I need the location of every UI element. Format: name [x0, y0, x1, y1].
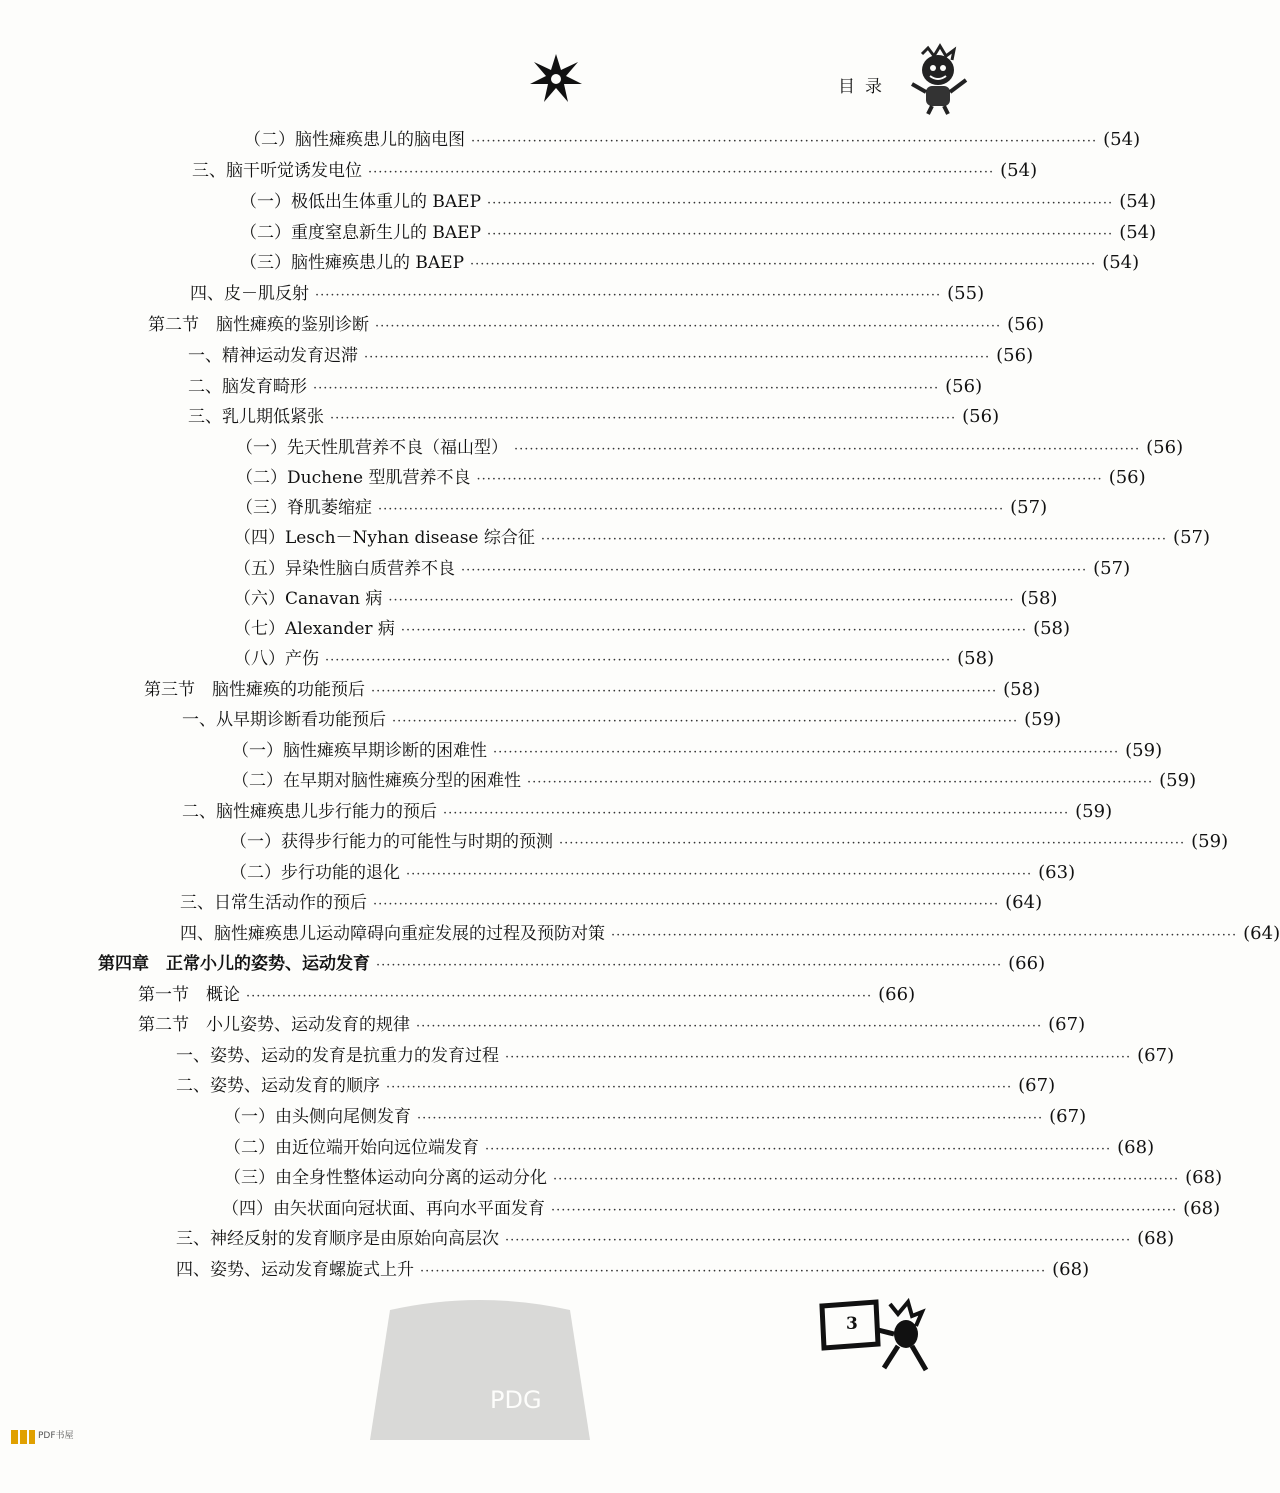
toc-entry[interactable] [224, 1136, 1155, 1160]
toc-entry[interactable] [224, 1105, 1087, 1129]
dot-leader: ·························································································································· [416, 1019, 1043, 1034]
toc-entry-title: 三、脑干听觉诱发电位 [192, 161, 362, 181]
toc-entry-page: (68) [1185, 1167, 1223, 1188]
toc-entry[interactable] [176, 1227, 1175, 1251]
toc-entry-page: (68) [1117, 1137, 1155, 1158]
dot-leader: ·························································································································· [392, 714, 1019, 729]
toc-entry[interactable] [182, 708, 1062, 732]
toc-entry-title: 第四章 正常小儿的姿势、运动发育 [98, 954, 370, 974]
toc-entry-title: 第一节 概论 [138, 985, 240, 1005]
header-label: 目录 [838, 77, 892, 97]
toc-entry-page: (54) [1102, 252, 1140, 273]
toc-entry-title: 三、神经反射的发育顺序是由原始向高层次 [176, 1229, 499, 1249]
toc-entry-page: (64) [1005, 892, 1043, 913]
book-logo-icon [10, 1428, 36, 1446]
toc-entry-title: （一）先天性肌营养不良（福山型） [236, 438, 508, 458]
toc-entry-page: (56) [1146, 437, 1184, 458]
toc-entry[interactable] [230, 861, 1076, 885]
toc-entry-title: （八）产伤 [234, 649, 319, 669]
dot-leader: ·························································································································· [325, 653, 952, 668]
toc-entry[interactable] [188, 344, 1034, 368]
toc-entry-section[interactable] [144, 678, 1041, 702]
dot-leader: ·························································································································· [476, 472, 1103, 487]
toc-entry[interactable] [236, 466, 1146, 490]
toc-entry[interactable] [234, 587, 1058, 611]
toc-entry-title: （二）步行功能的退化 [230, 863, 400, 883]
toc-entry-title: （二）由近位端开始向远位端发育 [224, 1138, 479, 1158]
toc-entry[interactable] [180, 922, 1280, 946]
dot-leader: ·························································································································· [527, 775, 1154, 790]
toc-entry-title: （一）由头侧向尾侧发育 [224, 1107, 411, 1127]
dot-leader: ·························································································································· [375, 319, 1002, 334]
toc-entry-section[interactable] [148, 313, 1045, 337]
toc-entry-page: (56) [945, 376, 983, 397]
watermark-text: PDG [490, 1386, 542, 1414]
dot-leader: ·························································································································· [611, 928, 1238, 943]
toc-entry-title: （三）由全身性整体运动向分离的运动分化 [224, 1168, 547, 1188]
dot-leader: ·························································································································· [386, 1080, 1013, 1095]
dot-leader: ·························································································································· [443, 806, 1070, 821]
toc-entry-page: (67) [1018, 1075, 1056, 1096]
toc-entry[interactable] [232, 769, 1197, 793]
toc-entry-page: (59) [1024, 709, 1062, 730]
dot-leader: ·························································································································· [376, 958, 1003, 973]
toc-entry-title: （三）脊肌萎缩症 [236, 498, 372, 518]
dot-leader: ·························································································································· [461, 563, 1088, 578]
toc-entry[interactable] [180, 891, 1043, 915]
toc-entry-page: (63) [1038, 862, 1076, 883]
toc-entry-page: (59) [1159, 770, 1197, 791]
toc-entry[interactable] [188, 405, 1000, 429]
dot-leader: ·························································································································· [388, 593, 1015, 608]
toc-entry-title: 二、姿势、运动发育的顺序 [176, 1076, 380, 1096]
toc-entry-page: (56) [962, 406, 1000, 427]
toc-entry-page: (56) [996, 345, 1034, 366]
toc-entry-page: (68) [1137, 1228, 1175, 1249]
toc-entry-chapter[interactable] [98, 952, 1046, 976]
toc-entry-title: （一）获得步行能力的可能性与时期的预测 [230, 832, 553, 852]
toc-entry-title: 四、脑性瘫痪患儿运动障碍向重症发展的过程及预防对策 [180, 924, 605, 944]
dot-leader: ·························································································································· [514, 442, 1141, 457]
toc-entry-page: (59) [1075, 801, 1113, 822]
star-burst-icon [528, 50, 584, 106]
toc-entry-page: (58) [957, 648, 995, 669]
toc-entry-title: （二）重度窒息新生儿的 BAEP [240, 223, 482, 243]
dot-leader: ·························································································································· [471, 134, 1098, 149]
toc-entry-page: (59) [1191, 831, 1229, 852]
toc-entry[interactable] [230, 830, 1229, 854]
toc-entry-title: （一）脑性瘫痪早期诊断的困难性 [232, 741, 487, 761]
toc-entry[interactable] [244, 128, 1141, 152]
mascot-icon [908, 44, 972, 114]
toc-entry-title: （五）异染性脑白质营养不良 [234, 559, 455, 579]
toc-entry[interactable] [176, 1044, 1175, 1068]
toc-entry-page: (67) [1048, 1014, 1086, 1035]
toc-entry[interactable] [190, 282, 985, 306]
toc-entry-title: 三、日常生活动作的预后 [180, 893, 367, 913]
dot-leader: ·························································································································· [559, 836, 1186, 851]
toc-entry[interactable] [176, 1258, 1090, 1282]
dot-leader: ·························································································································· [364, 350, 991, 365]
toc-entry[interactable] [240, 190, 1157, 214]
toc-entry-page: (67) [1049, 1106, 1087, 1127]
toc-entry-section[interactable] [138, 983, 916, 1007]
toc-entry-title: （六）Canavan 病 [234, 589, 383, 609]
toc-entry-title: 二、脑发育畸形 [188, 377, 307, 397]
dot-leader: ·························································································································· [487, 227, 1114, 242]
toc-entry-page: (57) [1093, 558, 1131, 579]
toc-entry[interactable] [188, 375, 983, 399]
dot-leader: ·························································································································· [330, 411, 957, 426]
toc-entry[interactable] [192, 159, 1038, 183]
dot-leader: ·························································································································· [313, 381, 940, 396]
toc-entry-page: (57) [1173, 527, 1210, 548]
dot-leader: ·························································································································· [505, 1233, 1132, 1248]
toc-entry[interactable] [232, 739, 1163, 763]
dot-leader: ·························································································································· [551, 1203, 1178, 1218]
dot-leader: ·························································································································· [485, 1142, 1112, 1157]
toc-entry-title: （二）在早期对脑性瘫痪分型的困难性 [232, 771, 521, 791]
toc-entry[interactable] [236, 496, 1048, 520]
toc-entry[interactable] [176, 1074, 1056, 1098]
toc-entry-title: 第二节 脑性瘫痪的鉴别诊断 [148, 315, 369, 335]
toc-entry[interactable] [234, 647, 995, 671]
dot-leader: ·························································································································· [420, 1264, 1047, 1279]
toc-entry-page: (66) [1008, 953, 1046, 974]
toc-entry[interactable] [182, 800, 1113, 824]
toc-entry-page: (54) [1103, 129, 1141, 150]
toc-entry-title: 四、皮－肌反射 [190, 284, 309, 304]
dot-leader: ·························································································································· [553, 1172, 1180, 1187]
toc-entry[interactable] [234, 557, 1131, 581]
toc-entry-title: 二、脑性瘫痪患儿步行能力的预后 [182, 802, 437, 822]
toc-entry[interactable] [234, 526, 1210, 550]
toc-entry-page: (64) [1243, 923, 1280, 944]
toc-entry-title: （一）极低出生体重儿的 BAEP [240, 192, 482, 212]
toc-entry-page: (56) [1108, 467, 1146, 488]
page-number: 3 [846, 1314, 858, 1334]
dot-leader: ·························································································································· [470, 257, 1097, 272]
page-badge-icon [818, 1300, 938, 1380]
dot-leader: ·························································································································· [373, 897, 1000, 912]
toc-entry-title: （二）Duchene 型肌营养不良 [236, 468, 471, 488]
toc-entry-page: (58) [1003, 679, 1041, 700]
toc-entry-page: (54) [1000, 160, 1038, 181]
toc-entry-title: （二）脑性瘫痪患儿的脑电图 [244, 130, 465, 150]
dot-leader: ·························································································································· [406, 867, 1033, 882]
dot-leader: ·························································································································· [540, 532, 1168, 547]
dot-leader: ·························································································································· [493, 745, 1120, 760]
toc-entry-title: 三、乳儿期低紧张 [188, 407, 324, 427]
dot-leader: ·························································································································· [315, 288, 942, 303]
toc-entry-page: (58) [1033, 618, 1071, 639]
toc-entry-page: (58) [1020, 588, 1058, 609]
toc-entry-title: 第三节 脑性瘫痪的功能预后 [144, 680, 365, 700]
toc-entry-title: 一、姿势、运动的发育是抗重力的发育过程 [176, 1046, 499, 1066]
toc-entry-page: (54) [1119, 222, 1157, 243]
toc-entry-page: (59) [1125, 740, 1163, 761]
dot-leader: ·························································································································· [246, 989, 873, 1004]
toc-entry-page: (67) [1137, 1045, 1175, 1066]
dot-leader: ·························································································································· [505, 1050, 1132, 1065]
toc-entry[interactable] [234, 617, 1071, 641]
toc-entry-page: (68) [1183, 1198, 1221, 1219]
toc-entry-page: (55) [947, 283, 985, 304]
toc-entry-title: （三）脑性瘫痪患儿的 BAEP [240, 253, 465, 273]
toc-entry[interactable] [240, 251, 1140, 275]
toc-entry[interactable] [222, 1197, 1221, 1221]
dot-leader: ·························································································································· [378, 502, 1005, 517]
toc-entry[interactable] [224, 1166, 1223, 1190]
toc-entry-title: 一、从早期诊断看功能预后 [182, 710, 386, 730]
dot-leader: ·························································································································· [417, 1111, 1044, 1126]
toc-entry-title: （七）Alexander 病 [234, 619, 395, 639]
dot-leader: ·························································································································· [400, 623, 1028, 638]
toc-entry-section[interactable] [138, 1013, 1086, 1037]
toc-entry-page: (56) [1007, 314, 1045, 335]
dot-leader: ·························································································································· [371, 684, 998, 699]
watermark-seal [360, 1290, 600, 1450]
logo-text: PDF书屋 [38, 1431, 74, 1441]
toc-entry-title: （四）由矢状面向冠状面、再向水平面发育 [222, 1199, 545, 1219]
toc-entry-title: （四）Lesch－Nyhan disease 综合征 [234, 528, 535, 548]
toc-entry-page: (57) [1010, 497, 1048, 518]
toc-entry[interactable] [236, 436, 1184, 460]
dot-leader: ·························································································································· [368, 165, 995, 180]
toc-entry-title: 四、姿势、运动发育螺旋式上升 [176, 1260, 414, 1280]
toc-entry-page: (54) [1119, 191, 1157, 212]
toc-entry-title: 第二节 小儿姿势、运动发育的规律 [138, 1015, 410, 1035]
toc-entry-title: 一、精神运动发育迟滞 [188, 346, 358, 366]
toc-entry[interactable] [240, 221, 1157, 245]
dot-leader: ·························································································································· [487, 196, 1114, 211]
toc-entry-page: (66) [878, 984, 916, 1005]
toc-entry-page: (68) [1052, 1259, 1090, 1280]
